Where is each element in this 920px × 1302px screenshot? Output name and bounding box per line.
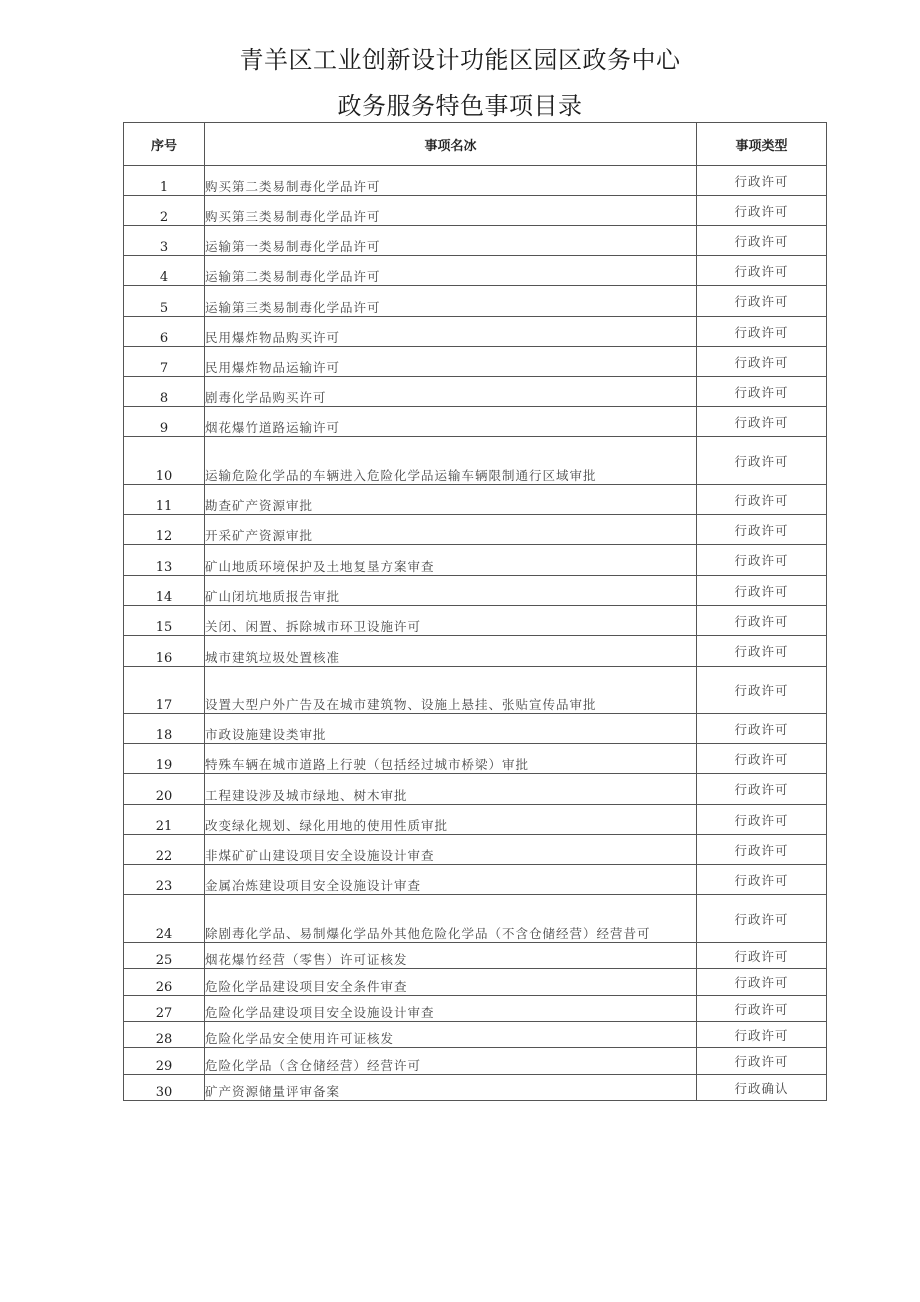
- row-item-type: 行政许可: [697, 515, 827, 545]
- row-number: 27: [124, 996, 205, 1022]
- table-row: [124, 226, 827, 256]
- row-item-type: 行政许可: [697, 347, 827, 377]
- row-item-name: 特殊车辆在城市道路上行驶（包括经过城市桥梁）审批: [205, 744, 697, 774]
- row-item-type: 行政许可: [697, 667, 827, 714]
- row-item-name: 工程建设涉及城市绿地、树木审批: [205, 774, 697, 805]
- table-row: [124, 256, 827, 286]
- table-row: [124, 636, 827, 667]
- row-item-name: 烟花爆竹经营（零售）许可证核发: [205, 943, 697, 969]
- table-row: [124, 286, 827, 317]
- row-item-name: 开采矿产资源审批: [205, 515, 697, 545]
- row-number: 14: [124, 576, 205, 606]
- document-subtitle: 政务服务特色事项目录: [337, 92, 583, 120]
- row-number: 4: [124, 256, 205, 286]
- row-item-name: 购买第二类易制毒化学品许可: [205, 166, 697, 196]
- row-item-name: 关闭、闲置、拆除城市环卫设施许可: [205, 606, 697, 636]
- table-row: [124, 714, 827, 744]
- document-title: 青羊区工业创新设计功能区园区政务中心: [239, 46, 681, 74]
- table-row: [124, 835, 827, 865]
- row-item-type: 行政许可: [697, 317, 827, 347]
- row-item-type: 行政许可: [697, 996, 827, 1022]
- row-number: 25: [124, 943, 205, 969]
- row-item-name: 运输危险化学品的车辆进入危险化学品运输车辆限制通行区域审批: [205, 437, 697, 485]
- row-item-type: 行政许可: [697, 805, 827, 835]
- row-item-type: 行政许可: [697, 606, 827, 636]
- row-item-name: 勘查矿产资源审批: [205, 485, 697, 515]
- row-item-name: 危险化学品建设项目安全设施设计审查: [205, 996, 697, 1022]
- table-row: [124, 1075, 827, 1101]
- table-row: [124, 774, 827, 805]
- table-row: [124, 1022, 827, 1048]
- row-item-name: 矿产资源储量评审备案: [205, 1075, 697, 1101]
- row-item-type: 行政许可: [697, 286, 827, 317]
- row-item-type: 行政许可: [697, 407, 827, 437]
- table-row: [124, 606, 827, 636]
- row-number: 13: [124, 545, 205, 576]
- row-item-type: 行政许可: [697, 166, 827, 196]
- table-row: [124, 805, 827, 835]
- row-number: 30: [124, 1075, 205, 1101]
- row-item-type: 行政许可: [697, 943, 827, 969]
- row-number: 29: [124, 1048, 205, 1075]
- row-number: 7: [124, 347, 205, 377]
- row-item-type: 行政许可: [697, 377, 827, 407]
- table-row: [124, 996, 827, 1022]
- row-number: 1: [124, 166, 205, 196]
- row-item-name: 设置大型户外广告及在城市建筑物、设施上悬挂、张贴宣传品审批: [205, 667, 697, 714]
- table-row: [124, 437, 827, 485]
- row-item-name: 民用爆炸物品运输许可: [205, 347, 697, 377]
- table-row: [124, 1048, 827, 1075]
- row-number: 16: [124, 636, 205, 667]
- row-item-name: 金属冶炼建设项目安全设施设计审查: [205, 865, 697, 895]
- row-number: 26: [124, 969, 205, 996]
- table-row: [124, 317, 827, 347]
- row-item-type: 行政许可: [697, 895, 827, 943]
- row-number: 6: [124, 317, 205, 347]
- row-item-type: 行政许可: [697, 636, 827, 667]
- row-item-name: 危险化学品建设项目安全条件审查: [205, 969, 697, 996]
- row-number: 24: [124, 895, 205, 943]
- row-item-name: 运输第一类易制毒化学品许可: [205, 226, 697, 256]
- table-row: [124, 865, 827, 895]
- table-row: [124, 485, 827, 515]
- row-item-name: 危险化学品安全使用许可证核发: [205, 1022, 697, 1048]
- row-number: 9: [124, 407, 205, 437]
- row-number: 22: [124, 835, 205, 865]
- row-item-name: 民用爆炸物品购买许可: [205, 317, 697, 347]
- row-item-name: 烟花爆竹道路运输许可: [205, 407, 697, 437]
- row-item-type: 行政许可: [697, 744, 827, 774]
- row-item-type: 行政确认: [697, 1075, 827, 1101]
- row-number: 15: [124, 606, 205, 636]
- row-item-type: 行政许可: [697, 256, 827, 286]
- row-item-name: 运输第三类易制毒化学品许可: [205, 286, 697, 317]
- row-item-type: 行政许可: [697, 485, 827, 515]
- row-item-name: 矿山地质环境保护及土地复垦方案审查: [205, 545, 697, 576]
- row-item-type: 行政许可: [697, 774, 827, 805]
- table-row: [124, 196, 827, 226]
- row-item-type: 行政许可: [697, 1048, 827, 1075]
- row-item-name: 购买第三类易制毒化学品许可: [205, 196, 697, 226]
- row-number: 3: [124, 226, 205, 256]
- row-item-name: 危险化学品（含仓储经营）经营许可: [205, 1048, 697, 1075]
- row-number: 11: [124, 485, 205, 515]
- row-item-type: 行政许可: [697, 576, 827, 606]
- row-number: 28: [124, 1022, 205, 1048]
- row-number: 12: [124, 515, 205, 545]
- row-number: 18: [124, 714, 205, 744]
- table-row: [124, 545, 827, 576]
- table-row: [124, 166, 827, 196]
- items-table: [123, 122, 827, 1101]
- row-item-name: 矿山闭坑地质报告审批: [205, 576, 697, 606]
- row-number: 2: [124, 196, 205, 226]
- row-item-type: 行政许可: [697, 226, 827, 256]
- row-item-name: 城市建筑垃圾处置核准: [205, 636, 697, 667]
- header-no: 序号: [124, 123, 205, 166]
- table-row: [124, 377, 827, 407]
- row-item-type: 行政许可: [697, 835, 827, 865]
- row-item-type: 行政许可: [697, 1022, 827, 1048]
- table-row: [124, 407, 827, 437]
- row-number: 23: [124, 865, 205, 895]
- header-name: 事项名冰: [205, 123, 697, 166]
- table-row: [124, 576, 827, 606]
- row-item-name: 改变绿化规划、绿化用地的使用性质审批: [205, 805, 697, 835]
- row-item-type: 行政许可: [697, 865, 827, 895]
- table-row: [124, 667, 827, 714]
- row-item-name: 市政设施建设类审批: [205, 714, 697, 744]
- table-row: [124, 744, 827, 774]
- row-item-type: 行政许可: [697, 969, 827, 996]
- table-row: [124, 969, 827, 996]
- row-item-name: 运输第二类易制毒化学品许可: [205, 256, 697, 286]
- table-header-row: [124, 123, 827, 166]
- table-row: [124, 943, 827, 969]
- row-number: 10: [124, 437, 205, 485]
- row-item-name: 除剧毒化学品、易制爆化学品外其他危险化学品（不含仓储经营）经营昔可: [205, 895, 697, 943]
- row-number: 21: [124, 805, 205, 835]
- row-number: 19: [124, 744, 205, 774]
- row-item-name: 剧毒化学品购买许可: [205, 377, 697, 407]
- table-row: [124, 515, 827, 545]
- row-number: 5: [124, 286, 205, 317]
- row-number: 8: [124, 377, 205, 407]
- table-row: [124, 347, 827, 377]
- row-number: 17: [124, 667, 205, 714]
- table-row: [124, 895, 827, 943]
- header-type: 事项类型: [697, 123, 827, 166]
- row-item-type: 行政许可: [697, 196, 827, 226]
- row-item-name: 非煤矿矿山建设项目安全设施设计审查: [205, 835, 697, 865]
- row-item-type: 行政许可: [697, 545, 827, 576]
- row-number: 20: [124, 774, 205, 805]
- row-item-type: 行政许可: [697, 714, 827, 744]
- row-item-type: 行政许可: [697, 437, 827, 485]
